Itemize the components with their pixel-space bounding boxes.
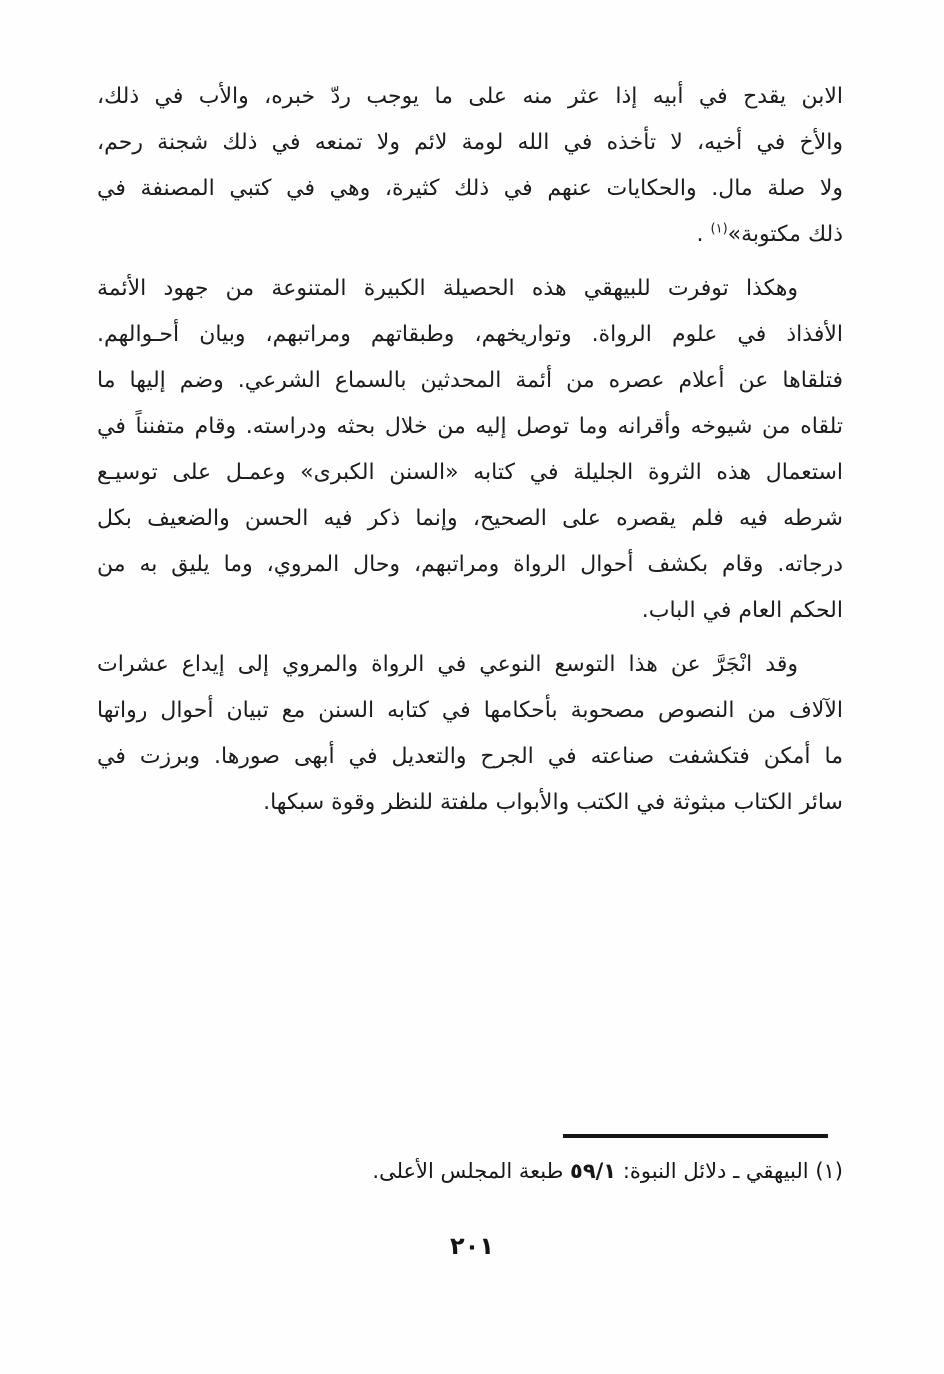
quote-end-text: ذلك مكتوبة» bbox=[727, 222, 843, 247]
text-line: وهكذا توفرت للبيهقي هذه الحصيلة الكبيرة المتنوعة من جهود الأئمة bbox=[97, 276, 798, 301]
text-line: ولا صلة مال. والحكايات عنهم في ذلك كثيرة، وهي في كتبي المصنفة في bbox=[97, 176, 843, 201]
paragraph-1 bbox=[97, 74, 843, 258]
footnote-marker: (١) bbox=[815, 1159, 843, 1183]
sentence-period: . bbox=[696, 222, 711, 247]
footnote bbox=[97, 1150, 843, 1192]
text-line: شرطه فيه فلم يقصره على الصحيح، وإنما ذكر فيه الحسن والضعيف بكل bbox=[97, 506, 843, 531]
paragraph-3 bbox=[97, 642, 843, 826]
footnote-volume-page: ٥٩/١ bbox=[570, 1159, 617, 1183]
text-line: سائر الكتاب مبثوثة في الكتب والأبواب ملفتة للنظر وقوة سبكها. bbox=[263, 790, 843, 815]
text-line: الأفذاذ في علوم الرواة. وتواريخهم، وطبقاتهم ومراتبهم، وبيان أحـوالهم. bbox=[97, 322, 843, 347]
footnote-source: البيهقي ـ دلائل النبوة: bbox=[622, 1159, 809, 1183]
text-line bbox=[97, 212, 843, 258]
page-body bbox=[97, 74, 843, 826]
footnote-edition: طبعة المجلس الأعلى. bbox=[372, 1159, 564, 1183]
text-line: فتلقاها عن أعلام عصره من أئمة المحدثين بالسماع الشرعي. وضم إليها ما bbox=[97, 368, 843, 393]
text-line: درجاته. وقام بكشف أحوال الرواة ومراتبهم، وحال المروي، وما يليق به من bbox=[97, 552, 843, 577]
text-line: الابن يقدح في أبيه إذا عثر منه على ما يوجب ردّ خبره، والأب في ذلك، bbox=[97, 84, 843, 109]
page-number: ٢٠١ bbox=[450, 1232, 494, 1260]
text-line: والأخ في أخيه، لا تأخذه في الله لومة لائم ولا تمنعه في ذلك شجنة رحم، bbox=[97, 130, 843, 155]
footnote-reference: (١) bbox=[710, 221, 728, 237]
text-line: تلقاه من شيوخه وأقرانه وما توصل إليه من خلال بحثه ودراسته. وقام متفنناً في bbox=[97, 414, 843, 439]
text-line: الحكم العام في الباب. bbox=[641, 598, 843, 623]
paragraph-2 bbox=[97, 266, 843, 634]
footnote-separator-rule bbox=[563, 1134, 828, 1138]
text-line: ما أمكن فتكشفت صناعته في الجرح والتعديل في أبهى صورها. وبرزت في bbox=[97, 744, 843, 769]
text-line: استعمال هذه الثروة الجليلة في كتابه «السنن الكبرى» وعمـل على توسيـع bbox=[97, 460, 843, 485]
text-line: وقد انْجَرَّ عن هذا التوسع النوعي في الرواة والمروي إلى إيداع عشرات bbox=[97, 652, 798, 677]
text-line: الآلاف من النصوص مصحوبة بأحكامها في كتابه السنن مع تبيان أحوال رواتها bbox=[97, 698, 843, 723]
